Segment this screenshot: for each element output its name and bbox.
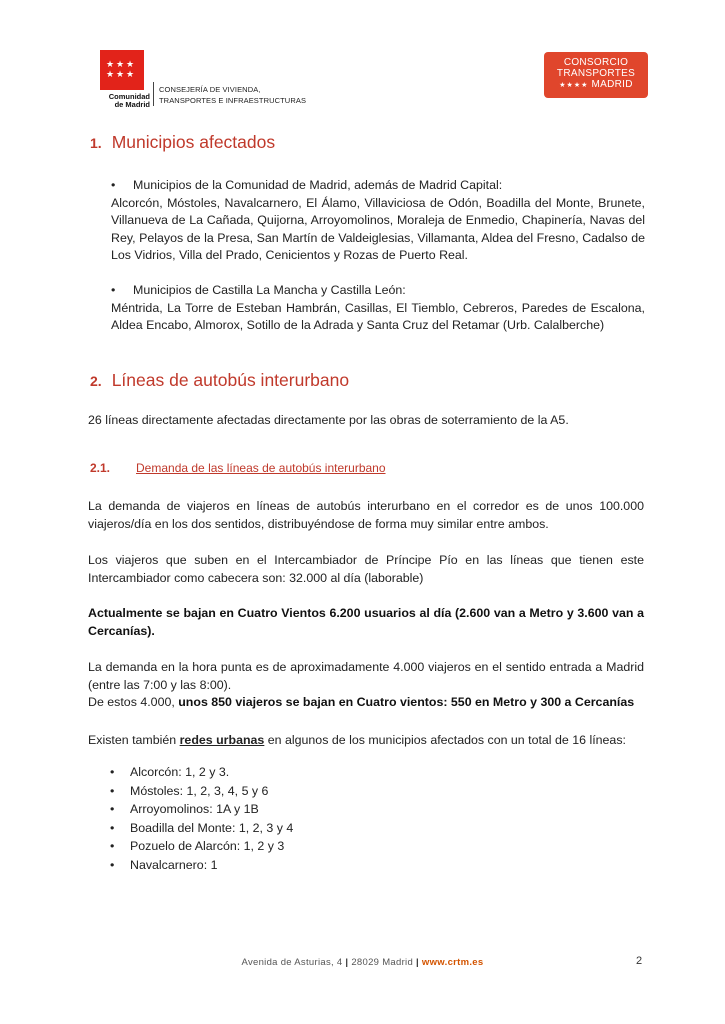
paragraph-demanda: La demanda de viajeros en líneas de autobús interurbano en el corredor es de unos 100.000 viajeros/día en los dos sentidos, distribuyéndose de forma muy similar entre ambos. bbox=[88, 499, 644, 531]
de-estos-bold: unos 850 viajeros se bajan en Cuatro vientos: 550 en Metro y 300 a Cercanías bbox=[178, 695, 635, 709]
redes-urbanas-link: redes urbanas bbox=[179, 733, 265, 747]
bullet-icon: • bbox=[111, 178, 116, 192]
page-number: 2 bbox=[636, 955, 643, 967]
list-item: • Móstoles: 1, 2, 3, 4, 5 y 6 bbox=[110, 782, 293, 801]
svg-text:★: ★ bbox=[126, 70, 135, 80]
svg-text:★: ★ bbox=[116, 70, 125, 80]
paragraph-de-estos bbox=[88, 694, 644, 712]
svg-text:★: ★ bbox=[106, 70, 115, 80]
municipios-castilla-lead bbox=[111, 282, 645, 300]
svg-text:★: ★ bbox=[106, 60, 115, 70]
group1-lead-text: Municipios de la Comunidad de Madrid, además de Madrid Capital: bbox=[133, 178, 503, 192]
paragraph-principe-pio: Los viajeros que suben en el Intercambiador de Príncipe Pío en las líneas que tienen este Intercambiador como cabecera son: 32.000 al día (laborable) bbox=[88, 553, 644, 585]
subsection-2-1-heading bbox=[90, 461, 386, 475]
consejeria-label bbox=[159, 84, 306, 106]
consejeria-line1: CONSEJERÍA DE VIVIENDA, bbox=[159, 85, 261, 94]
municipios-castilla bbox=[111, 282, 645, 335]
ctm-logo bbox=[544, 52, 648, 98]
madrid-flag-icon bbox=[100, 50, 144, 90]
group1-list-text: Alcorcón, Móstoles, Navalcarnero, El Álamo, Villaviciosa de Odón, Boadilla del Monte, Brunete, Villanueva de La Cañada, Quijorna, Arroyomolinos, Moraleja de Enmedio, Chapinería, Navas del Rey, Pelayos de la Presa, San Martín de Valdeiglesias, Villamanta, Aldea del Fresno, Cadalso de Los Vidrios, Villa del Prado, Cenicientos y Rozas de Puerto Real. bbox=[111, 195, 645, 262]
comunidad-madrid-logo bbox=[100, 50, 150, 109]
municipios-madrid-lead bbox=[111, 177, 645, 195]
cm-logo-line1: Comunidad bbox=[108, 92, 150, 101]
section2-title: Líneas de autobús interurbano bbox=[111, 370, 350, 390]
ctm-line2: TRANSPORTES bbox=[556, 68, 636, 79]
ctm-stars-icon: ★★★★ bbox=[559, 82, 589, 89]
section2-number: 2. bbox=[90, 373, 102, 389]
ctm-line3-text: MADRID bbox=[591, 79, 633, 90]
logo-divider bbox=[153, 82, 154, 106]
group2-lead-text: Municipios de Castilla La Mancha y Castilla León: bbox=[133, 283, 406, 297]
footer-separator: | bbox=[345, 957, 349, 968]
paragraph-redes-urbanas bbox=[88, 732, 644, 750]
urban-lines-list bbox=[110, 763, 293, 875]
redes-urbanas-pre: Existen también bbox=[88, 733, 180, 747]
ctm-line1: CONSORCIO bbox=[563, 57, 629, 68]
municipios-madrid bbox=[111, 177, 645, 265]
list-item: • Boadilla del Monte: 1, 2, 3 y 4 bbox=[110, 819, 293, 838]
ctm-line3 bbox=[544, 79, 648, 91]
paragraph-hora-punta: La demanda en la hora punta es de aproximadamente 4.000 viajeros en el sentido entrada a Madrid (entre las 7:00 y las 8:00). bbox=[88, 660, 644, 692]
cm-logo-text bbox=[100, 93, 150, 109]
group2-list-text: Méntrida, La Torre de Esteban Hambrán, Casillas, El Tiemblo, Cebreros, Paredes de Escalona, Aldea Encabo, Almorox, Sotillo de la Adrada y Santa Cruz del Retamar (Urb. Calalberche) bbox=[111, 300, 645, 332]
subsection-title: Demanda de las líneas de autobús interurbano bbox=[136, 461, 386, 475]
section1-title: Municipios afectados bbox=[111, 132, 276, 152]
section1-number: 1. bbox=[90, 135, 102, 151]
svg-text:★: ★ bbox=[126, 60, 135, 70]
section2-intro: 26 líneas directamente afectadas directamente por las obras de soterramiento de la A5. bbox=[88, 413, 569, 427]
svg-text:★: ★ bbox=[116, 60, 125, 70]
footer-address: Avenida de Asturias, 4 bbox=[241, 957, 343, 968]
footer-separator: | bbox=[416, 957, 419, 968]
section1-heading bbox=[90, 132, 275, 153]
consejeria-line2: TRANSPORTES E INFRAESTRUCTURAS bbox=[159, 96, 307, 105]
bullet-icon: • bbox=[111, 283, 116, 297]
cm-logo-line2: de Madrid bbox=[114, 100, 150, 109]
footer-postal: 28029 Madrid bbox=[351, 957, 414, 968]
footer-website-link[interactable]: www.crtm.es bbox=[421, 957, 484, 968]
section2-heading bbox=[90, 370, 349, 391]
list-item: • Navalcarnero: 1 bbox=[110, 856, 293, 875]
list-item: • Alcorcón: 1, 2 y 3. bbox=[110, 763, 293, 782]
subsection-number: 2.1. bbox=[90, 461, 111, 475]
list-item: • Arroyomolinos: 1A y 1B bbox=[110, 800, 293, 819]
de-estos-text: De estos 4.000, bbox=[88, 695, 179, 709]
list-item: • Pozuelo de Alarcón: 1, 2 y 3 bbox=[110, 837, 293, 856]
paragraph-cuatro-vientos: Actualmente se bajan en Cuatro Vientos 6.200 usuarios al día (2.600 van a Metro y 3.600 van a Cercanías). bbox=[88, 606, 644, 638]
page-footer bbox=[0, 957, 725, 968]
redes-urbanas-post: en algunos de los municipios afectados con un total de 16 líneas: bbox=[264, 733, 626, 747]
